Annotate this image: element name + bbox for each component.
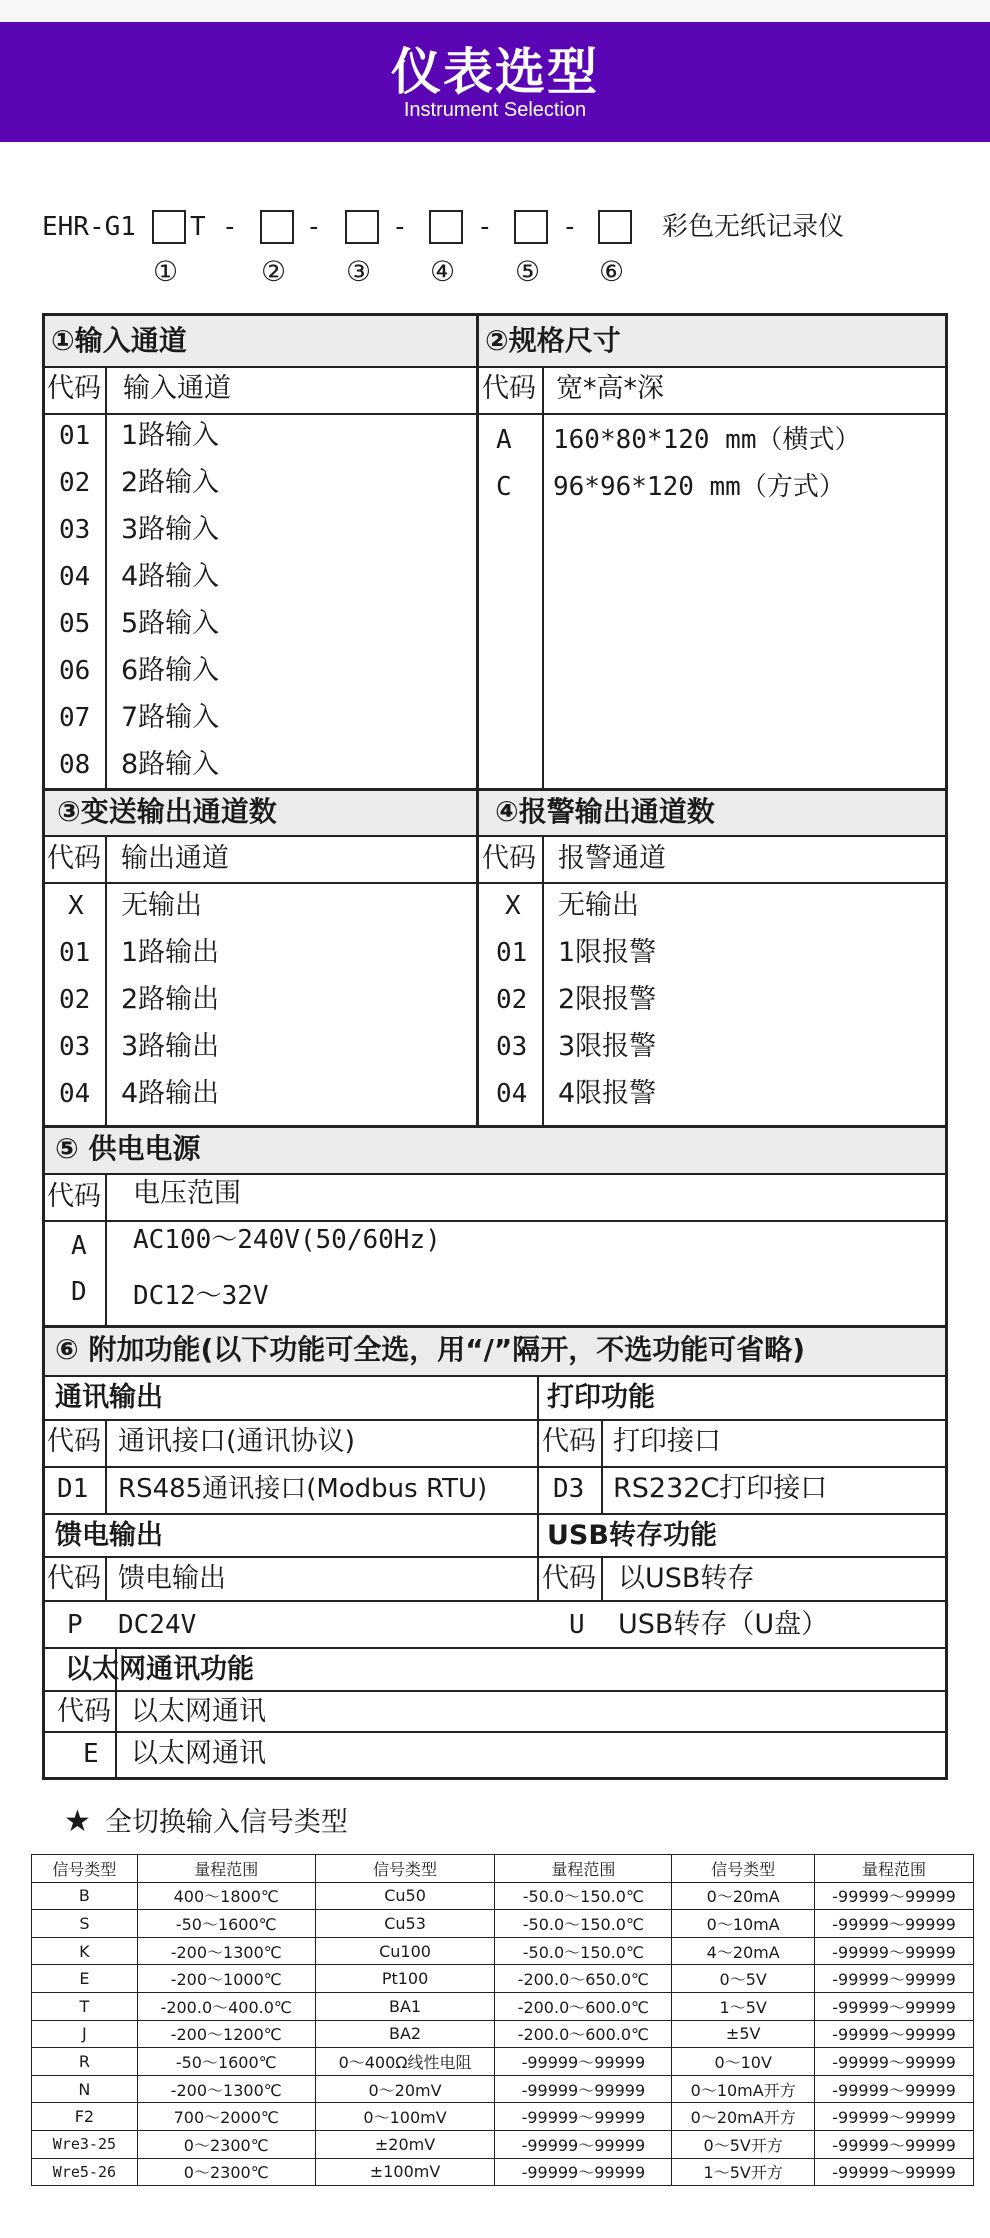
row-code: 02 <box>59 468 91 498</box>
table-cell: -99999～99999 <box>815 2075 974 2103</box>
row-name: 7路输入 <box>121 702 220 733</box>
col-header-code: 代码 <box>47 1426 101 1457</box>
table-cell: -99999～99999 <box>815 2020 974 2048</box>
row-code: 03 <box>59 515 91 545</box>
code-box-1 <box>152 210 186 244</box>
section-title-power: ⑤ 供电电源 <box>55 1132 201 1165</box>
rule <box>45 788 945 791</box>
row-code: 03 <box>59 1032 91 1062</box>
row-code: C <box>496 472 512 502</box>
table-cell: E <box>32 1965 138 1993</box>
table-cell: F2 <box>32 2103 138 2131</box>
table-cell: Pt100 <box>315 1965 495 1993</box>
table-cell: -99999～99999 <box>815 2103 974 2131</box>
table-cell: S <box>32 1910 138 1938</box>
row-name: 4路输入 <box>121 561 220 592</box>
col-header-name: 电压范围 <box>133 1178 241 1209</box>
table-header-row <box>32 1855 974 1883</box>
rule <box>45 882 945 884</box>
code-number-6: ⑥ <box>599 255 625 288</box>
rule <box>45 1466 945 1468</box>
table-cell: 0～10mA <box>672 1910 815 1938</box>
code-number-3: ③ <box>346 255 372 288</box>
section-title-extras: ⑥ 附加功能(以下功能可全选，用“/”隔开，不选功能可省略) <box>55 1333 806 1366</box>
table-cell: Cu53 <box>315 1910 495 1938</box>
table-cell: BA1 <box>315 1992 495 2020</box>
table-cell: 0～20mV <box>315 2075 495 2103</box>
table-cell: ±20mV <box>315 2130 495 2158</box>
table-cell: 4～20mA <box>672 1937 815 1965</box>
option-table <box>42 313 948 1780</box>
code-box-3 <box>345 210 379 244</box>
rule <box>45 1600 945 1602</box>
row-name: 3路输出 <box>121 1031 220 1062</box>
column-divider <box>105 1173 107 1325</box>
table-cell: B <box>32 1882 138 1910</box>
column-divider <box>105 1419 107 1513</box>
table-cell: Wre3-25 <box>32 2130 138 2158</box>
table-cell: -50.0～150.0℃ <box>495 1937 672 1965</box>
table-cell: -200～1200℃ <box>137 2020 315 2048</box>
code-number-4: ④ <box>430 255 456 288</box>
table-cell: 0～5V <box>672 1965 815 1993</box>
row-code: P <box>67 1610 83 1640</box>
rule <box>45 835 945 837</box>
row-code: 08 <box>59 750 91 780</box>
section-title-transmit: ③变送输出通道数 <box>57 795 277 828</box>
row-code: E <box>83 1739 99 1769</box>
sub-title-ethernet: 以太网通讯功能 <box>65 1654 254 1685</box>
row-code: 07 <box>59 703 91 733</box>
table-row <box>32 1937 974 1965</box>
table-cell: -99999～99999 <box>495 2075 672 2103</box>
column-divider <box>542 835 544 1125</box>
column-divider <box>105 366 107 788</box>
table-row <box>32 1992 974 2020</box>
table-cell: J <box>32 2020 138 2048</box>
col-header-code: 代码 <box>482 373 536 404</box>
table-cell: ±5V <box>672 2020 815 2048</box>
column-header: 量程范围 <box>815 1855 974 1883</box>
col-header-code: 代码 <box>482 843 536 874</box>
col-header-code: 代码 <box>47 843 101 874</box>
row-name: 3路输入 <box>121 514 220 545</box>
rule <box>45 1375 945 1377</box>
row-name: 8路输入 <box>121 749 220 780</box>
rule <box>45 1125 945 1128</box>
row-code: 06 <box>59 656 91 686</box>
page-subtitle: Instrument Selection <box>403 99 587 121</box>
row-code: A <box>496 425 512 455</box>
row-code: 02 <box>496 985 528 1015</box>
column-divider <box>601 1556 603 1600</box>
rule <box>45 1325 945 1328</box>
table-cell: -50.0～150.0℃ <box>495 1910 672 1938</box>
table-cell: -99999～99999 <box>815 2130 974 2158</box>
row-name: 5路输入 <box>121 608 220 639</box>
table-row <box>32 1965 974 1993</box>
col-header-code: 代码 <box>542 1426 596 1457</box>
table-row <box>32 2130 974 2158</box>
row-code: 04 <box>59 1079 91 1109</box>
dash-5: - <box>562 212 578 242</box>
row-name: AC100～240V(50/60Hz) <box>133 1225 441 1255</box>
table-cell: R <box>32 2048 138 2076</box>
row-code: D1 <box>57 1474 89 1504</box>
row-name: 1路输入 <box>121 420 220 451</box>
table-cell: 0～20mA <box>672 1882 815 1910</box>
row-code: 01 <box>59 938 91 968</box>
table-cell: Cu50 <box>315 1882 495 1910</box>
signal-types-title <box>64 1802 348 1843</box>
table-cell: -50～1600℃ <box>137 2048 315 2076</box>
column-header: 信号类型 <box>32 1855 138 1883</box>
table-cell: 0～20mA开方 <box>672 2103 815 2131</box>
row-code: D <box>71 1277 87 1307</box>
header-banner <box>0 22 990 142</box>
table-cell: 700～2000℃ <box>137 2103 315 2131</box>
model-suffix: 彩色无纸记录仪 <box>662 212 845 242</box>
row-name: 96*96*120 mm（方式） <box>553 472 845 502</box>
table-cell: -99999～99999 <box>815 2158 974 2186</box>
signal-types-table <box>31 1854 974 2186</box>
sub-title-comm: 通讯输出 <box>55 1382 163 1413</box>
table-cell: BA2 <box>315 2020 495 2048</box>
table-cell: 0～10V <box>672 2048 815 2076</box>
row-name: 2路输出 <box>121 984 220 1015</box>
table-cell: -99999～99999 <box>495 2130 672 2158</box>
col-header-code: 代码 <box>57 1696 111 1727</box>
row-code: 02 <box>59 985 91 1015</box>
rule <box>45 1513 945 1515</box>
col-header-code: 代码 <box>47 373 101 404</box>
row-name: 无输出 <box>121 890 202 921</box>
sub-title-print: 打印功能 <box>547 1382 655 1413</box>
table-cell: 1～5V <box>672 1992 815 2020</box>
col-header-name: 以USB转存 <box>618 1563 755 1594</box>
row-code: X <box>68 891 84 921</box>
column-header: 信号类型 <box>672 1855 815 1883</box>
table-row <box>32 1882 974 1910</box>
row-code: 03 <box>496 1032 528 1062</box>
rule <box>45 366 945 368</box>
table-cell: 1～5V开方 <box>672 2158 815 2186</box>
row-name: 6路输入 <box>121 655 220 686</box>
row-name: 无输出 <box>558 890 639 921</box>
section-title-input: ①输入通道 <box>51 324 187 357</box>
column-divider <box>476 316 479 1125</box>
row-name: DC24V <box>118 1610 197 1640</box>
table-cell: -99999～99999 <box>815 1937 974 1965</box>
table-cell: -50～1600℃ <box>137 1910 315 1938</box>
column-divider <box>105 835 107 1125</box>
sub-title-usb: USB转存功能 <box>547 1520 717 1551</box>
table-row <box>32 2020 974 2048</box>
code-box-4 <box>429 210 463 244</box>
table-cell: 0～2300℃ <box>137 2158 315 2186</box>
col-header-name: 通讯接口(通讯协议) <box>118 1426 356 1457</box>
code-number-2: ② <box>261 255 287 288</box>
table-cell: -200～1000℃ <box>137 1965 315 1993</box>
table-cell: 400～1800℃ <box>137 1882 315 1910</box>
row-name: 2限报警 <box>558 984 657 1015</box>
row-name: DC12～32V <box>133 1281 269 1311</box>
row-name: 1路输出 <box>121 937 220 968</box>
column-divider <box>542 366 544 788</box>
table-cell: -99999～99999 <box>815 2048 974 2076</box>
row-code: 04 <box>59 562 91 592</box>
row-name: 2路输入 <box>121 467 220 498</box>
table-cell: -200～1300℃ <box>137 2075 315 2103</box>
col-header-code: 代码 <box>47 1181 101 1212</box>
rule <box>45 1647 945 1649</box>
col-header-name: 以太网通讯 <box>131 1696 266 1727</box>
section-title-dimensions: ②规格尺寸 <box>485 324 621 357</box>
col-header-code: 代码 <box>542 1563 596 1594</box>
table-cell: K <box>32 1937 138 1965</box>
rule <box>45 1556 945 1558</box>
row-code: U <box>569 1610 585 1640</box>
code-box-6 <box>598 210 632 244</box>
code-number-1: ① <box>153 255 179 288</box>
row-code: D3 <box>553 1474 585 1504</box>
table-cell: -99999～99999 <box>815 1965 974 1993</box>
table-row <box>32 1910 974 1938</box>
star-icon: ★ <box>64 1804 91 1839</box>
table-cell: T <box>32 1992 138 2020</box>
table-cell: -99999～99999 <box>815 1910 974 1938</box>
row-code: 01 <box>496 938 528 968</box>
table-cell: -99999～99999 <box>495 2158 672 2186</box>
col-header-name: 宽*高*深 <box>556 373 664 404</box>
row-name: RS485通讯接口(Modbus RTU) <box>118 1474 488 1504</box>
dash-1: - <box>222 212 238 242</box>
table-row <box>32 2048 974 2076</box>
table-row <box>32 2075 974 2103</box>
row-name: 3限报警 <box>558 1031 657 1062</box>
row-name: 4路输出 <box>121 1078 220 1109</box>
rule <box>45 413 945 415</box>
table-cell: Cu100 <box>315 1937 495 1965</box>
column-header: 量程范围 <box>137 1855 315 1883</box>
table-cell: -99999～99999 <box>815 1992 974 2020</box>
col-header-name: 输出通道 <box>121 843 229 874</box>
table-cell: 0～100mV <box>315 2103 495 2131</box>
row-name: 以太网通讯 <box>131 1738 266 1769</box>
col-header-code: 代码 <box>47 1563 101 1594</box>
table-cell: -200.0～650.0℃ <box>495 1965 672 1993</box>
table-row <box>32 2103 974 2131</box>
col-header-name: 馈电输出 <box>118 1563 226 1594</box>
column-header: 量程范围 <box>495 1855 672 1883</box>
table-cell: -99999～99999 <box>495 2103 672 2131</box>
dash-2: - <box>306 212 322 242</box>
column-divider <box>105 1556 107 1600</box>
code-number-5: ⑤ <box>515 255 541 288</box>
table-cell: -99999～99999 <box>495 2048 672 2076</box>
column-divider <box>601 1419 603 1513</box>
table-cell: 0～10mA开方 <box>672 2075 815 2103</box>
signal-types-heading: 全切换输入信号类型 <box>104 1807 348 1838</box>
col-header-name: 输入通道 <box>123 373 231 404</box>
table-cell: 0～400Ω线性电阻 <box>315 2048 495 2076</box>
table-cell: 0～5V开方 <box>672 2130 815 2158</box>
code-box-2 <box>260 210 294 244</box>
row-name: 4限报警 <box>558 1078 657 1109</box>
sub-title-feed: 馈电输出 <box>55 1520 163 1551</box>
column-divider <box>537 1375 539 1600</box>
model-prefix: EHR-G1 <box>42 212 136 242</box>
row-name: 160*80*120 mm（横式） <box>553 425 861 455</box>
row-code: A <box>71 1231 87 1261</box>
row-code: X <box>505 891 521 921</box>
page-title: 仪表选型 <box>391 43 599 101</box>
rule <box>45 1419 945 1421</box>
table-cell: N <box>32 2075 138 2103</box>
col-header-name: 打印接口 <box>613 1426 721 1457</box>
row-name: RS232C打印接口 <box>613 1473 828 1504</box>
row-name: USB转存（U盘） <box>618 1609 829 1640</box>
col-header-name: 报警通道 <box>558 843 666 874</box>
table-cell: 0～2300℃ <box>137 2130 315 2158</box>
row-name: 1限报警 <box>558 937 657 968</box>
top-strip <box>0 0 990 22</box>
table-cell: ±100mV <box>315 2158 495 2186</box>
table-cell: -200.0～400.0℃ <box>137 1992 315 2020</box>
row-code: 05 <box>59 609 91 639</box>
table-row <box>32 2158 974 2186</box>
model-letter-t: T <box>190 212 206 242</box>
model-code-line <box>0 210 990 300</box>
row-code: 04 <box>496 1079 528 1109</box>
table-cell: -99999～99999 <box>815 1882 974 1910</box>
dash-4: - <box>477 212 493 242</box>
column-header: 信号类型 <box>315 1855 495 1883</box>
table-cell: -200.0～600.0℃ <box>495 1992 672 2020</box>
dash-3: - <box>392 212 408 242</box>
table-cell: -200～1300℃ <box>137 1937 315 1965</box>
table-cell: -50.0～150.0℃ <box>495 1882 672 1910</box>
section-title-alarm: ④报警输出通道数 <box>495 795 715 828</box>
table-cell: -200.0～600.0℃ <box>495 2020 672 2048</box>
row-code: 01 <box>59 421 91 451</box>
table-cell: Wre5-26 <box>32 2158 138 2186</box>
code-box-5 <box>514 210 548 244</box>
